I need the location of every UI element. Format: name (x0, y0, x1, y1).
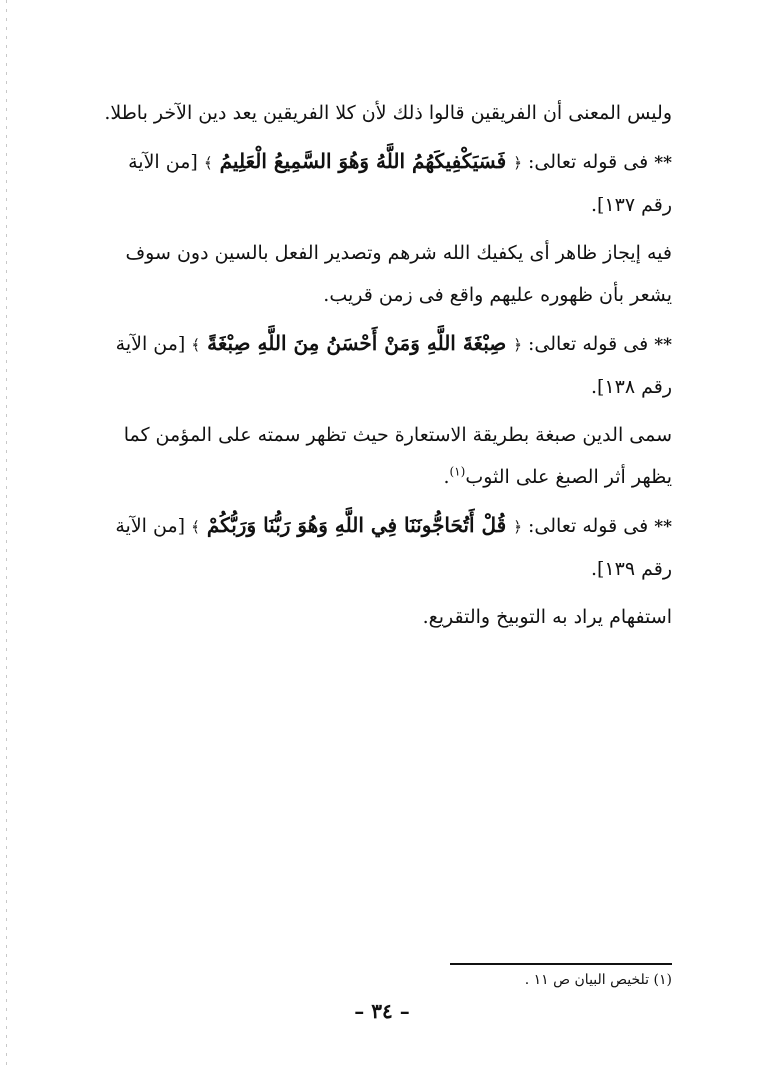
verse-lead: فى قوله تعالى: (521, 333, 655, 355)
paragraph-1: وليس المعنى أن الفريقين قالوا ذلك لأن كلا الفريقين يعد دين الآخر باطلا. (104, 102, 672, 124)
verse-marker: ** (654, 153, 672, 173)
verse-paragraph-2 (100, 322, 672, 408)
page-number: – ٣٤ – (354, 999, 410, 1023)
body-text (100, 92, 672, 638)
footnote-reference[interactable]: (١) (449, 464, 466, 479)
ornate-bracket-close: ﴾ (203, 154, 213, 172)
verse-marker: ** (654, 335, 672, 355)
quran-verse: فَسَيَكْفِيكَهُمُ اللَّهُ وَهُوَ السَّمِيعُ الْعَلِيمُ (212, 149, 514, 173)
paragraph-2: فيه إيجاز ظاهر أى يكفيك الله شرهم وتصدير الفعل بالسين دون سوف يشعر بأن ظهوره عليهم واقع فى زمن قريب. (125, 242, 672, 306)
verse-marker: ** (654, 517, 672, 537)
ornate-bracket-open: ﴿ (513, 336, 522, 354)
paragraph-3-tail: . (443, 466, 450, 488)
quran-verse: صِبْغَةَ اللَّهِ وَمَنْ أَحْسَنُ مِنَ اللَّهِ صِبْغَةً (200, 331, 514, 355)
verse-reference: [من الآية رقم ١٣٨]. (115, 333, 672, 398)
verse-lead: فى قوله تعالى: (521, 515, 655, 537)
paragraph-3 (100, 414, 672, 498)
verse-reference: [من الآية رقم ١٣٧]. (128, 151, 672, 216)
verse-lead: فى قوله تعالى: (521, 151, 655, 173)
ornate-bracket-close: ﴾ (191, 518, 200, 536)
verse-paragraph-1 (100, 140, 672, 226)
verse-paragraph-3 (100, 504, 672, 590)
paragraph-4: استفهام يراد به التوبيخ والتقريع. (422, 606, 672, 628)
quran-verse: قُلْ أَتُحَاجُّونَنَا فِي اللَّهِ وَهُوَ رَبُّنَا وَرَبُّكُمْ (199, 513, 514, 537)
verse-reference: [من الآية رقم ١٣٩]. (115, 515, 672, 580)
footnote: (١) تلخيص البيان ص ١١ . (524, 972, 672, 988)
ornate-bracket-close: ﴾ (191, 336, 201, 354)
paragraph-3-text: سمى الدين صبغة بطريقة الاستعارة حيث تظهر سمته على المؤمن كما يظهر أثر الصبغ على الثوب (123, 424, 672, 488)
scan-edge-marks (6, 0, 7, 1066)
ornate-bracket-open: ﴿ (513, 518, 522, 536)
ornate-bracket-open: ﴿ (513, 154, 522, 172)
footnote-divider (450, 963, 672, 965)
